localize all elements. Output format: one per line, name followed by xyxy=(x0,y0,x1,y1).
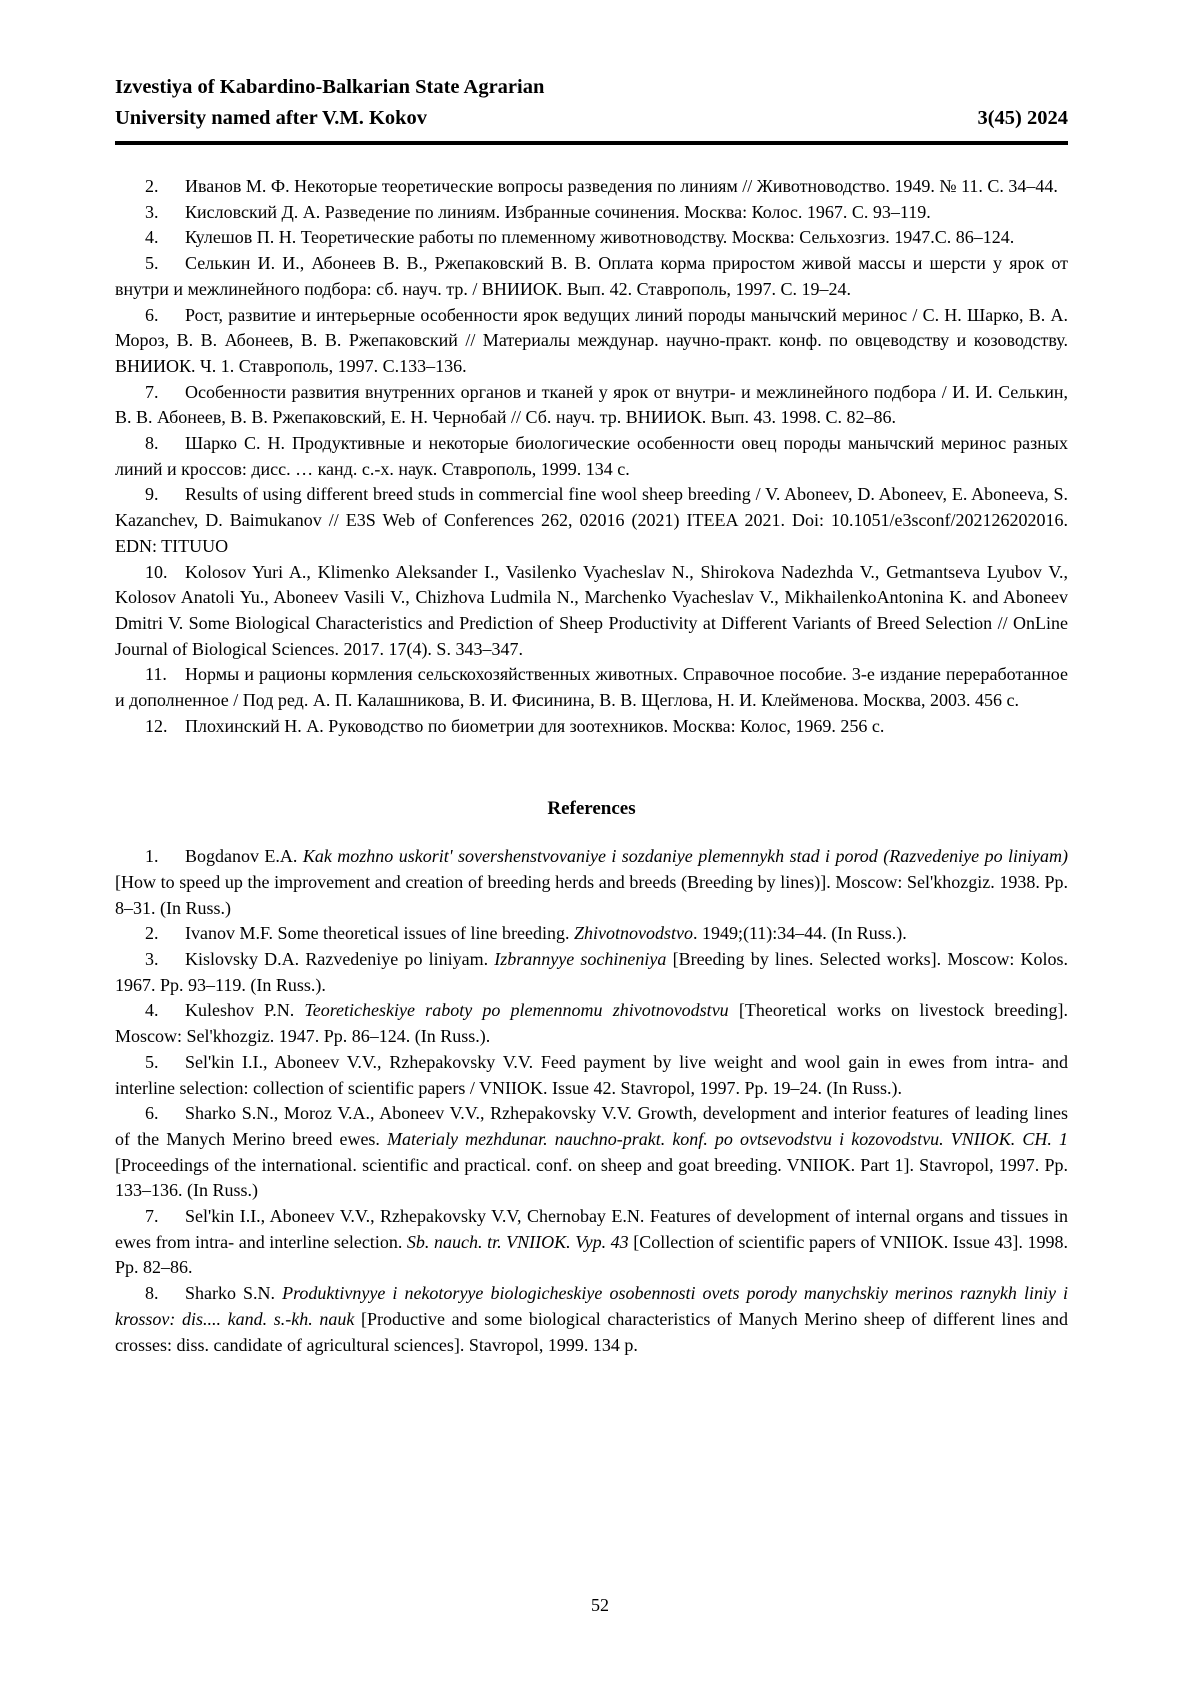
reference-number: 2. xyxy=(145,174,185,200)
reference-text: Results of using different breed studs in commercial fine wool sheep breeding / V. Aboneev, D. Aboneev, E. Aboneeva, S. Kazanchev, D. Baimukanov // E3S Web of Conferences 262, 02016 (2021) ITEEA 2021. Doi: 10.1051/e3sconf/202126202016. EDN: TITUUO xyxy=(115,484,1068,555)
reference-authors: Sel'kin I.I., Aboneev V.V., Rzhepakovsky V.V. Feed payment by live weight and wool gain in ewes from intra- and interline selection: collection of scientific papers / VNIIOK. Issue 42. Stavropol, 1997. Pp. 19–24. (In Russ.). xyxy=(115,1052,1068,1098)
reference-item xyxy=(115,431,1068,482)
reference-italic-title: Produktivnyye i nekotoryye biologicheskiye osobennosti ovets porody manychskiy merinos raznykh liniy i krossov: dis.... kand. s.-kh. nauk xyxy=(115,1283,1068,1329)
reference-item xyxy=(115,560,1068,663)
reference-authors: Kuleshov P.N. xyxy=(185,1000,304,1020)
reference-text: Кулешов П. Н. Теоретические работы по племенному животноводству. Москва: Сельхозгиз. 1947.С. 86–124. xyxy=(185,227,1014,247)
reference-item xyxy=(115,947,1068,998)
russian-reference-list xyxy=(115,174,1068,739)
reference-item xyxy=(115,200,1068,226)
reference-details: . 1949;(11):34–44. (In Russ.). xyxy=(693,923,907,943)
reference-text: Селькин И. И., Абонеев В. В., Ржепаковский В. В. Оплата корма приростом живой массы и шерсти у ярок от внутри и межлинейного подбора: сб. науч. тр. / ВНИИОК. Вып. 42. Ставрополь, 1997. С. 19–24. xyxy=(115,253,1068,299)
reference-text: Kolosov Yuri A., Klimenko Aleksander I., Vasilenko Vyacheslav N., Shirokova Nadezhda V., Getmantseva Lyubov V., Kolosov Anatoli Yu., Aboneev Vasili V., Chizhova Ludmila N., Marchenko Vyacheslav V., MikhailenkoAntonina K. and Aboneev Dmitri V. Some Biological Characteristics and Prediction of Sheep Productivity at Different Variants of Breed Selection // OnLine Journal of Biological Sciences. 2017. 17(4). S. 343–347. xyxy=(115,562,1068,659)
journal-title-line1: Izvestiya of Kabardino-Balkarian State Agrarian xyxy=(115,72,1068,103)
reference-number: 12. xyxy=(145,714,185,740)
reference-item xyxy=(115,251,1068,302)
reference-item xyxy=(115,662,1068,713)
reference-number: 2. xyxy=(145,921,185,947)
reference-italic-title: Kak mozhno uskorit' sovershenstvovaniye i sozdaniye plemennykh stad i porod (Razvedeniye po liniyam) xyxy=(303,846,1068,866)
reference-number: 8. xyxy=(145,431,185,457)
reference-item xyxy=(115,714,1068,740)
reference-item xyxy=(115,174,1068,200)
reference-item xyxy=(115,1281,1068,1358)
reference-number: 3. xyxy=(145,947,185,973)
reference-authors: Ivanov M.F. Some theoretical issues of line breeding. xyxy=(185,923,574,943)
reference-italic-title: Teoreticheskiye raboty po plemennomu zhivotnovodstvu xyxy=(304,1000,728,1020)
reference-number: 3. xyxy=(145,200,185,226)
issue-number: 3(45) 2024 xyxy=(977,103,1068,134)
reference-item xyxy=(115,1101,1068,1204)
reference-number: 8. xyxy=(145,1281,185,1307)
reference-italic-title: Materialy mezhdunar. nauchno-prakt. konf. po ovtsevodstvu i kozovodstvu. VNIIOK. CH. 1 xyxy=(387,1129,1068,1149)
reference-authors: Kislovsky D.A. Razvedeniye po liniyam. xyxy=(185,949,494,969)
reference-item xyxy=(115,921,1068,947)
reference-details: [Breeding by lines. Selected works]. Moscow: Kolos. 1967. Pp. 93–119. (In Russ.). xyxy=(115,949,1068,995)
reference-item xyxy=(115,998,1068,1049)
reference-text: Нормы и рационы кормления сельскохозяйственных животных. Справочное пособие. 3-е издание переработанное и дополненное / Под ред. А. П. Калашникова, В. И. Фисинина, В. В. Щеглова, Н. И. Клейменова. Москва, 2003. 456 с. xyxy=(115,664,1068,710)
reference-number: 5. xyxy=(145,1050,185,1076)
reference-details: [Collection of scientific papers of VNIIOK. Issue 43]. 1998. Pp. 82–86. xyxy=(115,1232,1068,1278)
reference-details: [Theoretical works on livestock breeding]. Moscow: Sel'khozgiz. 1947. Pp. 86–124. (In Russ.). xyxy=(115,1000,1068,1046)
reference-item xyxy=(115,482,1068,559)
reference-number: 5. xyxy=(145,251,185,277)
reference-text: Иванов М. Ф. Некоторые теоретические вопросы разведения по линиям // Животноводство. 1949. № 11. С. 34–44. xyxy=(185,176,1058,196)
reference-details: [Productive and some biological characteristics of Manych Merino sheep of different lines and crosses: diss. candidate of agricultural sciences]. Stavropol, 1999. 134 p. xyxy=(115,1309,1068,1355)
references-heading: References xyxy=(115,796,1068,822)
english-reference-list xyxy=(115,844,1068,1358)
reference-details: [How to speed up the improvement and creation of breeding herds and breeds (Breeding by lines)]. Moscow: Sel'khozgiz. 1938. Pp. 8–31. (In Russ.) xyxy=(115,872,1068,918)
journal-page xyxy=(0,0,1200,1697)
reference-item xyxy=(115,303,1068,380)
reference-number: 4. xyxy=(145,225,185,251)
reference-number: 6. xyxy=(145,1101,185,1127)
reference-number: 11. xyxy=(145,662,185,688)
reference-text: Кисловский Д. А. Разведение по линиям. Избранные сочинения. Москва: Колос. 1967. С. 93–119. xyxy=(185,202,931,222)
reference-number: 7. xyxy=(145,1204,185,1230)
reference-italic-title: Zhivotnovodstvo xyxy=(574,923,693,943)
reference-number: 1. xyxy=(145,844,185,870)
reference-number: 4. xyxy=(145,998,185,1024)
reference-text: Особенности развития внутренних органов и тканей у ярок от внутри- и межлинейного подбора / И. И. Селькин, В. В. Абонеев, В. В. Ржепаковский, Е. Н. Чернобай // Сб. науч. тр. ВНИИОК. Вып. 43. 1998. С. 82–86. xyxy=(115,382,1068,428)
reference-text: Шарко С. Н. Продуктивные и некоторые биологические особенности овец породы манычский меринос разных линий и кроссов: дисс. … канд. с.-х. наук. Ставрополь, 1999. 134 с. xyxy=(115,433,1068,479)
reference-item xyxy=(115,380,1068,431)
running-header xyxy=(115,72,1068,134)
reference-authors: Sharko S.N. xyxy=(185,1283,282,1303)
reference-authors: Sel'kin I.I., Aboneev V.V., Rzhepakovsky V.V, Chernobay E.N. Features of development of internal organs and tissues in ewes from intra- and interline selection. xyxy=(115,1206,1068,1252)
reference-italic-title: Sb. nauch. tr. VNIIOK. Vyp. 43 xyxy=(407,1232,629,1252)
reference-number: 9. xyxy=(145,482,185,508)
reference-item xyxy=(115,844,1068,921)
reference-text: Рост, развитие и интерьерные особенности ярок ведущих линий породы манычский меринос / С. Н. Шарко, В. А. Мороз, В. В. Абонеев, В. В. Ржепаковский // Материалы междунар. научно-практ. конф. по овцеводству и козоводству. ВНИИОК. Ч. 1. Ставрополь, 1997. С.133–136. xyxy=(115,305,1068,376)
reference-authors: Bogdanov E.A. xyxy=(185,846,303,866)
header-rule xyxy=(115,141,1068,145)
reference-body xyxy=(115,174,1068,1358)
reference-item xyxy=(115,225,1068,251)
page-number: 52 xyxy=(0,1595,1200,1616)
reference-text: Плохинский Н. А. Руководство по биометрии для зоотехников. Москва: Колос, 1969. 256 с. xyxy=(185,716,884,736)
reference-details: [Proceedings of the international. scientific and practical. conf. on sheep and goat breeding. VNIIOK. Part 1]. Stavropol, 1997. Pp. 133–136. (In Russ.) xyxy=(115,1155,1068,1201)
reference-item xyxy=(115,1050,1068,1101)
reference-item xyxy=(115,1204,1068,1281)
reference-number: 10. xyxy=(145,560,185,586)
reference-number: 7. xyxy=(145,380,185,406)
reference-number: 6. xyxy=(145,303,185,329)
journal-title-line2: University named after V.M. Kokov xyxy=(115,103,427,134)
reference-italic-title: Izbrannyye sochineniya xyxy=(494,949,666,969)
reference-authors: Sharko S.N., Moroz V.A., Aboneev V.V., Rzhepakovsky V.V. Growth, development and interior features of leading lines of the Manych Merino breed ewes. xyxy=(115,1103,1068,1149)
